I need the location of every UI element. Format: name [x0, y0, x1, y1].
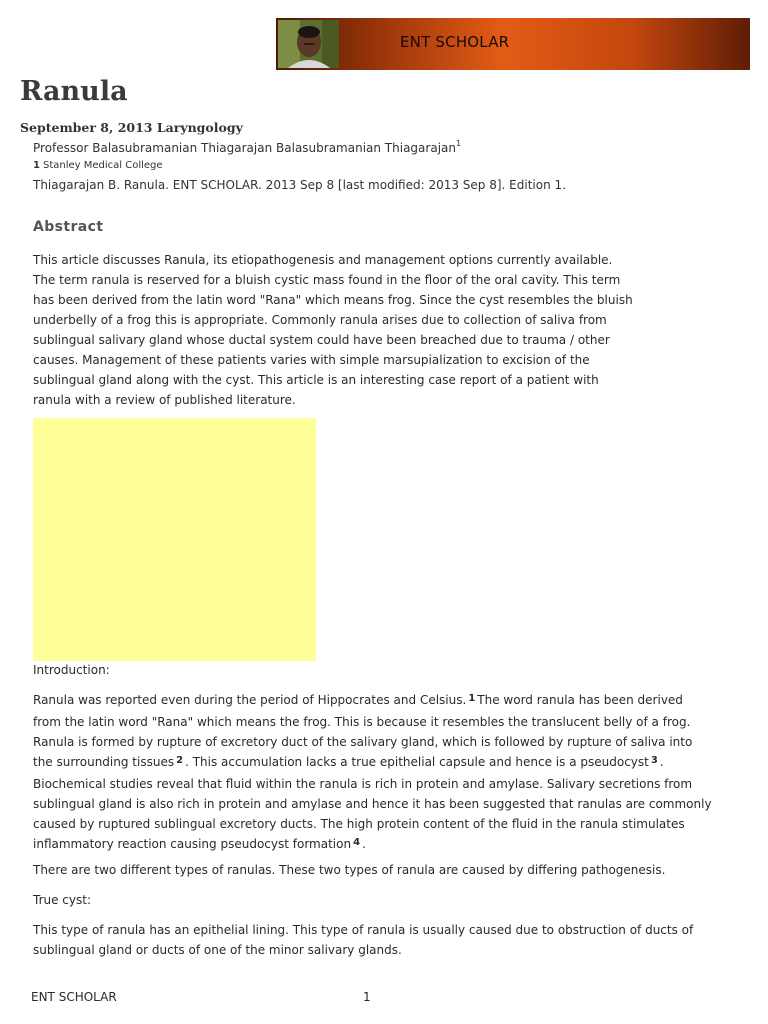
paragraph-line: caused by ruptured sublingual excretory ducts. The high protein content of the fluid in the ranula stimulates — [33, 817, 685, 831]
article-title: Ranula — [20, 76, 128, 107]
abstract-line: underbelly of a frog this is appropriate. Commonly ranula arises due to collection of saliva from — [33, 313, 607, 327]
abstract-line: This article discusses Ranula, its etiopathogenesis and management options currently available. — [33, 253, 613, 267]
paragraph-line: from the latin word "Rana" which means the frog. This is because it resembles the translucent belly of a frog. — [33, 715, 691, 729]
author-affiliation-ref: 1 — [455, 139, 462, 148]
paragraph-line: Biochemical studies reveal that fluid within the ranula is rich in protein and amylase. Salivary secretions from — [33, 777, 693, 791]
article-authors — [33, 140, 461, 155]
true-cyst-paragraph — [33, 920, 738, 960]
paragraph-line: sublingual gland or ducts of one of the minor salivary glands. — [33, 943, 402, 957]
figure-placeholder — [33, 418, 316, 661]
text-run: . This accumulation lacks a true epithelial capsule and hence is a pseudocyst — [185, 755, 649, 769]
paragraph-line: Ranula is formed by rupture of excretory duct of the salivary gland, which is followed by rupture of saliva into — [33, 735, 693, 749]
paragraph-line: There are two different types of ranulas. These two types of ranula are caused by differing pathogenesis. — [33, 863, 666, 877]
text-run: the surrounding tissues — [33, 755, 175, 769]
true-cyst-heading: True cyst: — [33, 893, 92, 907]
article-dateline: September 8, 2013 Laryngology — [20, 120, 243, 135]
text-run: Ranula was reported even during the period of Hippocrates and Celsius. — [33, 693, 467, 707]
abstract-line: causes. Management of these patients varies with simple marsupialization to excision of the — [33, 353, 590, 367]
abstract-line: The term ranula is reserved for a bluish cystic mass found in the floor of the oral cavity. This term — [33, 273, 621, 287]
abstract-text — [33, 250, 633, 410]
author-photo-image — [278, 20, 339, 68]
text-run: The word ranula has been derived — [477, 693, 683, 707]
abstract-line: ranula with a review of published literature. — [33, 393, 296, 407]
citation: Thiagarajan B. Ranula. ENT SCHOLAR. 2013 Sep 8 [last modified: 2013 Sep 8]. Edition 1. — [33, 178, 566, 192]
site-brand[interactable]: ENT SCHOLAR — [400, 33, 510, 51]
reference-1[interactable]: 1 — [468, 693, 476, 704]
paragraph-line — [33, 690, 738, 712]
affiliation-name: Stanley Medical College — [42, 160, 163, 171]
abstract-line: sublingual gland along with the cyst. This article is an interesting case report of a patient with — [33, 373, 599, 387]
footer-brand: ENT SCHOLAR — [31, 990, 117, 1004]
text-run: . — [362, 837, 366, 851]
reference-3[interactable]: 3 — [650, 755, 658, 766]
introduction-paragraph — [33, 690, 738, 856]
reference-2[interactable]: 2 — [176, 755, 184, 766]
text-run: . — [659, 755, 664, 769]
abstract-line: has been derived from the latin word "Rana" which means frog. Since the cyst resembles the bluish — [33, 293, 633, 307]
author-affiliation — [33, 160, 163, 171]
paragraph-line: sublingual gland is also rich in protein and amylase and hence it has been suggested that ranulas are commonly — [33, 797, 712, 811]
affiliation-number: 1 — [33, 160, 40, 171]
author-names: Professor Balasubramanian Thiagarajan Balasubramanian Thiagarajan — [33, 141, 456, 155]
page-number: 1 — [363, 990, 371, 1004]
text-run: inflammatory reaction causing pseudocyst formation — [33, 837, 352, 851]
abstract-line: sublingual salivary gland whose ductal system could have been breached due to trauma / other — [33, 333, 610, 347]
types-paragraph — [33, 860, 738, 880]
reference-4[interactable]: 4 — [353, 837, 361, 848]
introduction-heading: Introduction: — [33, 663, 110, 677]
paragraph-line: This type of ranula has an epithelial lining. This type of ranula is usually caused due to obstruction of ducts of — [33, 923, 694, 937]
author-photo — [278, 20, 339, 68]
site-banner — [276, 18, 750, 70]
abstract-heading: Abstract — [33, 219, 104, 235]
paragraph-line — [33, 834, 738, 856]
paragraph-line — [33, 752, 738, 774]
